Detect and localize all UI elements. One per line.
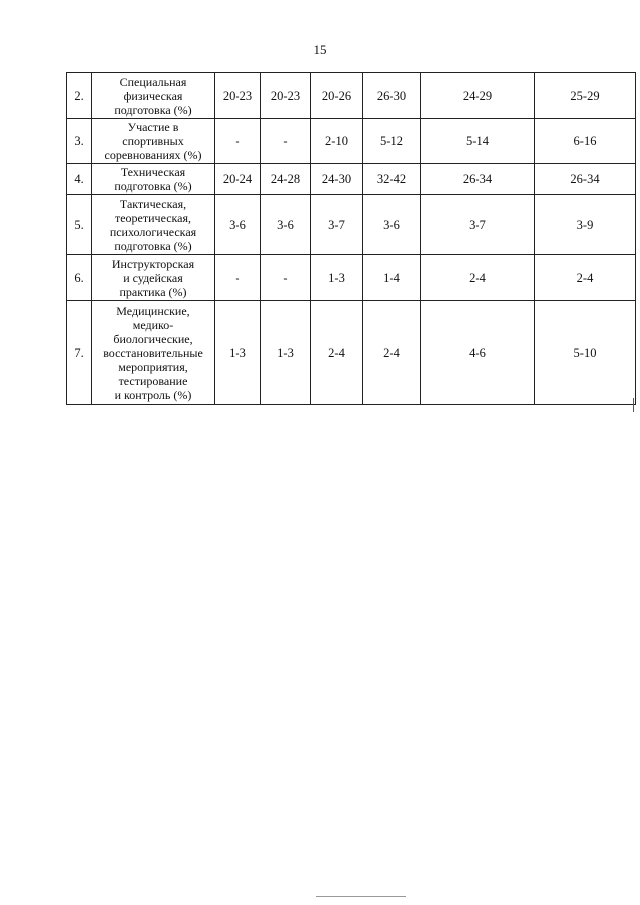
- table-cell: 20-26: [311, 73, 363, 119]
- table-cell: 2-4: [535, 255, 636, 301]
- table-cell: 1-3: [311, 255, 363, 301]
- table-cell: 3-6: [215, 195, 261, 255]
- row-number: 5.: [67, 195, 92, 255]
- table-cell: 2-4: [363, 301, 421, 405]
- table-cell: -: [215, 255, 261, 301]
- row-name: Техническая подготовка (%): [92, 164, 215, 195]
- row-name: Медицинские, медико- биологические, восстановительные мероприятия, тестирование и контроль (%): [92, 301, 215, 405]
- table-row: [67, 195, 636, 255]
- scan-mark: [633, 398, 634, 412]
- scan-mark: [316, 896, 406, 897]
- table-cell: 26-34: [421, 164, 535, 195]
- table-row: [67, 119, 636, 164]
- table-cell: 24-30: [311, 164, 363, 195]
- table-cell: -: [261, 119, 311, 164]
- table-cell: 1-3: [215, 301, 261, 405]
- row-name: Инструкторская и судейская практика (%): [92, 255, 215, 301]
- table-cell: 24-29: [421, 73, 535, 119]
- table-row: [67, 255, 636, 301]
- table-cell: 5-14: [421, 119, 535, 164]
- table-row: [67, 73, 636, 119]
- table-cell: 32-42: [363, 164, 421, 195]
- row-name: Участие в спортивных соревнованиях (%): [92, 119, 215, 164]
- table-cell: 26-34: [535, 164, 636, 195]
- table-cell: 26-30: [363, 73, 421, 119]
- table-cell: 1-3: [261, 301, 311, 405]
- table-cell: 2-4: [311, 301, 363, 405]
- row-name: Специальная физическая подготовка (%): [92, 73, 215, 119]
- table-row: [67, 164, 636, 195]
- table-cell: 3-9: [535, 195, 636, 255]
- table-cell: -: [261, 255, 311, 301]
- row-number: 7.: [67, 301, 92, 405]
- row-number: 4.: [67, 164, 92, 195]
- table-cell: 20-24: [215, 164, 261, 195]
- row-number: 6.: [67, 255, 92, 301]
- table-cell: 5-10: [535, 301, 636, 405]
- table-cell: 1-4: [363, 255, 421, 301]
- table-cell: 3-7: [421, 195, 535, 255]
- row-name: Тактическая, теоретическая, психологическая подготовка (%): [92, 195, 215, 255]
- row-number: 2.: [67, 73, 92, 119]
- row-number: 3.: [67, 119, 92, 164]
- table-cell: 25-29: [535, 73, 636, 119]
- table-cell: 2-4: [421, 255, 535, 301]
- table-cell: 20-23: [215, 73, 261, 119]
- table-cell: 6-16: [535, 119, 636, 164]
- table-cell: 24-28: [261, 164, 311, 195]
- table-cell: 3-7: [311, 195, 363, 255]
- page-number: 15: [313, 42, 327, 57]
- table-cell: 5-12: [363, 119, 421, 164]
- table-cell: 4-6: [421, 301, 535, 405]
- training-plan-table: [66, 72, 636, 405]
- table-cell: 3-6: [261, 195, 311, 255]
- table-cell: 2-10: [311, 119, 363, 164]
- table-row: [67, 301, 636, 405]
- table-cell: -: [215, 119, 261, 164]
- table-cell: 3-6: [363, 195, 421, 255]
- table-cell: 20-23: [261, 73, 311, 119]
